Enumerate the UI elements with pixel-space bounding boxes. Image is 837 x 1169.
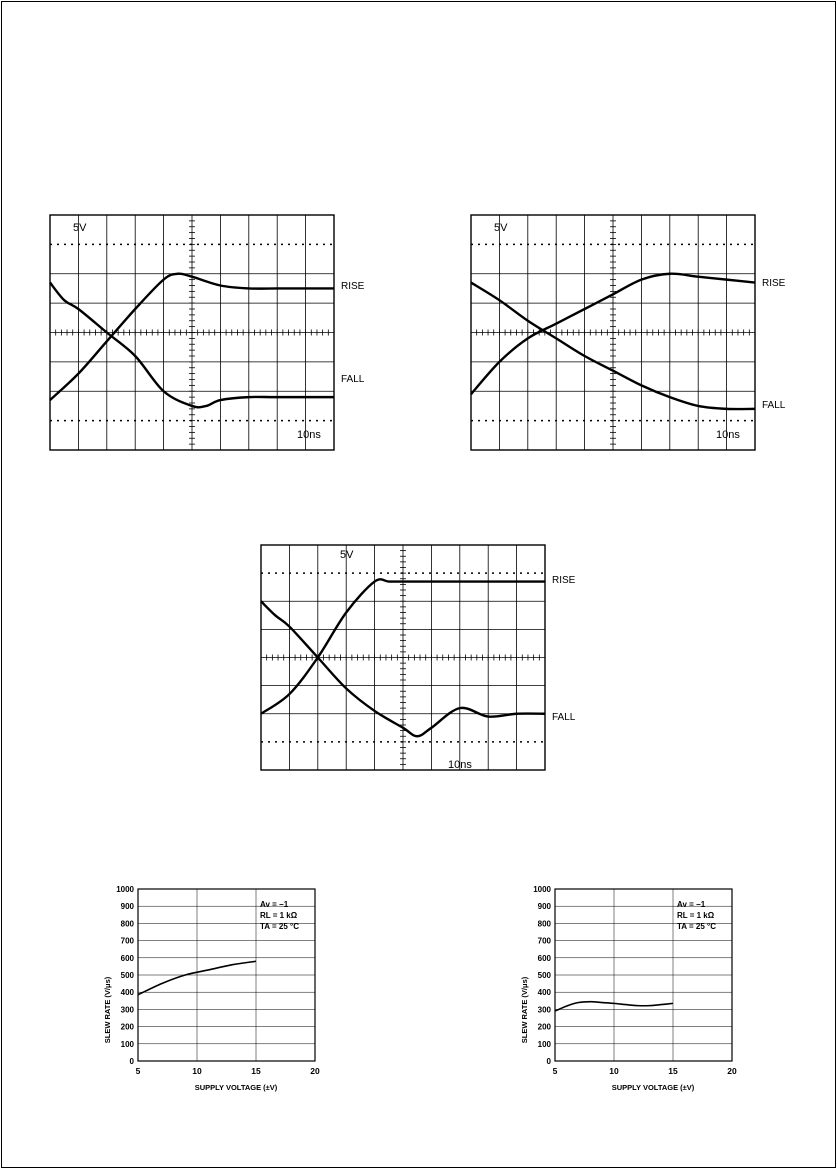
y-tick-label: 900 — [537, 902, 551, 912]
y-tick-label: 300 — [537, 1005, 551, 1015]
rise-label: RISE — [762, 278, 786, 289]
y-tick-label: 400 — [120, 988, 134, 998]
y-axis-label: SLEW RATE (V/μs) — [520, 976, 529, 1044]
annotation-load: RL = 1 kΩ — [677, 911, 715, 920]
x-axis-label: SUPPLY VOLTAGE (±V) — [194, 1083, 278, 1092]
y-tick-label: 200 — [537, 1022, 551, 1032]
x-tick-label: 5 — [135, 1066, 141, 1076]
y-tick-label: 900 — [120, 902, 134, 912]
time-label: 10ns — [448, 759, 472, 771]
y-tick-label: 1000 — [116, 885, 134, 894]
x-tick-label: 10 — [609, 1066, 619, 1076]
y-tick-label: 100 — [537, 1039, 551, 1049]
x-tick-label: 15 — [251, 1066, 261, 1076]
scale-label: 5V — [494, 222, 508, 234]
y-tick-label: 400 — [537, 988, 551, 998]
y-tick-label: 700 — [537, 936, 551, 946]
scope-2 — [466, 210, 806, 455]
annotation-temp: TA = 25 °C — [677, 922, 716, 931]
annotation-gain: Av = −1 — [677, 900, 706, 909]
x-axis-label: SUPPLY VOLTAGE (±V) — [611, 1083, 695, 1092]
y-tick-label: 300 — [120, 1005, 134, 1015]
rise-label: RISE — [341, 281, 365, 292]
annotation-gain: Av = −1 — [260, 900, 289, 909]
scale-label: 5V — [73, 222, 87, 234]
y-tick-label: 0 — [129, 1057, 134, 1066]
y-tick-label: 0 — [546, 1057, 551, 1066]
y-tick-label: 800 — [120, 919, 134, 929]
slew-rate-chart-2 — [515, 880, 755, 1105]
y-tick-label: 600 — [537, 953, 551, 963]
annotation-temp: TA = 25 °C — [260, 922, 299, 931]
y-tick-label: 500 — [120, 971, 134, 980]
y-tick-label: 800 — [537, 919, 551, 929]
rise-label: RISE — [552, 575, 576, 586]
annotation-load: RL = 1 kΩ — [260, 911, 298, 920]
scale-label: 5V — [340, 549, 354, 561]
y-tick-label: 200 — [120, 1022, 134, 1032]
x-tick-label: 10 — [192, 1066, 202, 1076]
y-tick-label: 700 — [120, 936, 134, 946]
x-tick-label: 5 — [552, 1066, 558, 1076]
fall-label: FALL — [762, 400, 786, 411]
x-tick-label: 20 — [310, 1066, 320, 1076]
fall-label: FALL — [552, 712, 576, 723]
fall-label: FALL — [341, 374, 365, 385]
y-tick-label: 600 — [120, 953, 134, 963]
slew-rate-chart-1 — [98, 880, 338, 1105]
y-tick-label: 1000 — [533, 885, 551, 894]
scope-1 — [45, 210, 385, 455]
x-tick-label: 15 — [668, 1066, 678, 1076]
time-label: 10ns — [297, 429, 321, 441]
time-label: 10ns — [716, 429, 740, 441]
scope-3 — [256, 540, 596, 775]
x-tick-label: 20 — [727, 1066, 737, 1076]
y-axis-label: SLEW RATE (V/μs) — [103, 976, 112, 1044]
y-tick-label: 100 — [120, 1039, 134, 1049]
y-tick-label: 500 — [537, 971, 551, 980]
